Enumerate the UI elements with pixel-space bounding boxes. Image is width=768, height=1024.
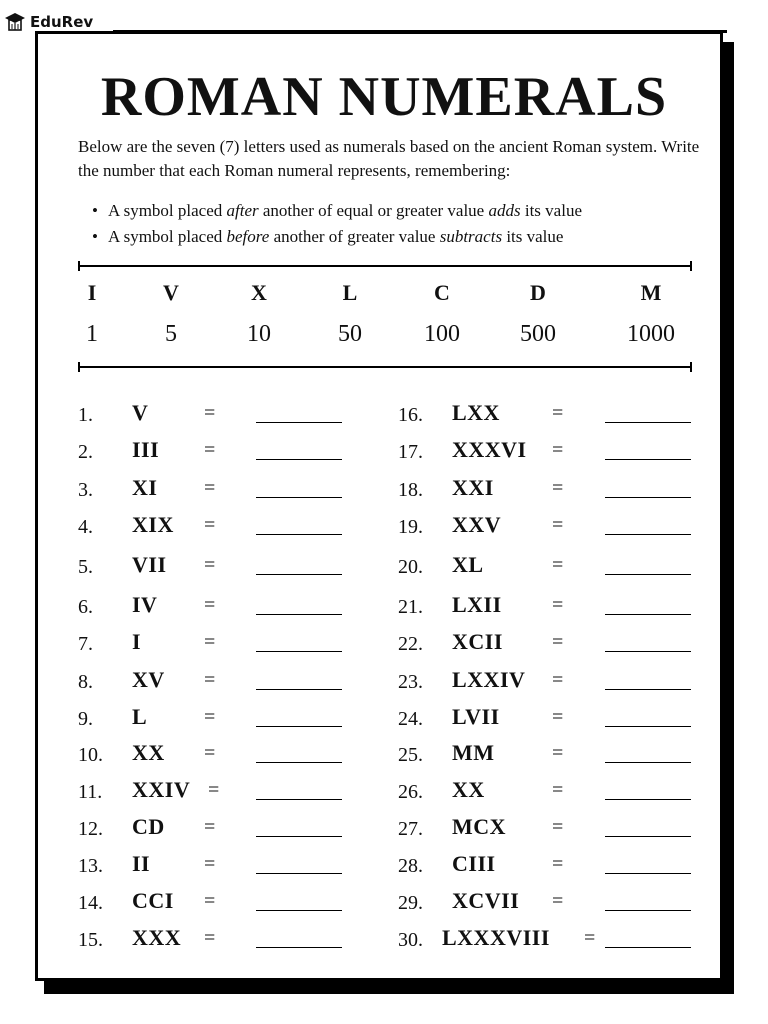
roman-numeral: VII bbox=[132, 552, 167, 577]
question-number: 1. bbox=[78, 404, 93, 426]
question-number: 12. bbox=[78, 818, 103, 840]
equals-sign: = bbox=[204, 439, 216, 461]
question-row bbox=[78, 629, 378, 657]
equals-sign: = bbox=[204, 402, 216, 424]
equals-sign: = bbox=[204, 742, 216, 764]
roman-numeral: XL bbox=[452, 552, 484, 577]
equals-sign: = bbox=[552, 514, 564, 536]
question-row bbox=[398, 740, 698, 768]
equals-sign: = bbox=[552, 742, 564, 764]
equals-sign: = bbox=[552, 554, 564, 576]
question-number: 19. bbox=[398, 516, 423, 538]
equals-sign: = bbox=[204, 477, 216, 499]
answer-blank[interactable] bbox=[256, 459, 342, 460]
question-number: 18. bbox=[398, 479, 423, 501]
question-number: 21. bbox=[398, 596, 423, 618]
answer-blank[interactable] bbox=[256, 497, 342, 498]
question-number: 24. bbox=[398, 708, 423, 730]
roman-numeral: CCI bbox=[132, 888, 174, 913]
question-number: 25. bbox=[398, 744, 423, 766]
question-row bbox=[398, 888, 698, 916]
question-row bbox=[398, 667, 698, 695]
roman-numeral: XXX bbox=[132, 925, 182, 950]
roman-numeral: L bbox=[132, 704, 148, 729]
roman-numeral: XV bbox=[132, 667, 165, 692]
brand-name: EduRev bbox=[30, 13, 94, 31]
key-value: 1000 bbox=[627, 321, 675, 347]
key-symbol: X bbox=[251, 280, 267, 305]
question-number: 13. bbox=[78, 855, 103, 877]
question-number: 26. bbox=[398, 781, 423, 803]
question-row bbox=[398, 512, 698, 540]
roman-numeral: LXII bbox=[452, 592, 502, 617]
answer-blank[interactable] bbox=[256, 651, 342, 652]
answer-blank[interactable] bbox=[256, 799, 342, 800]
equals-sign: = bbox=[552, 890, 564, 912]
question-number: 9. bbox=[78, 708, 93, 730]
question-row bbox=[78, 667, 378, 695]
key-symbol: V bbox=[163, 280, 179, 305]
answer-blank[interactable] bbox=[605, 422, 691, 423]
key-value: 5 bbox=[165, 321, 177, 347]
roman-numeral: CD bbox=[132, 814, 165, 839]
equals-sign: = bbox=[552, 706, 564, 728]
key-top-divider bbox=[78, 265, 692, 267]
answer-blank[interactable] bbox=[256, 836, 342, 837]
roman-numeral: LXXXVIII bbox=[442, 925, 550, 950]
answer-blank[interactable] bbox=[605, 873, 691, 874]
equals-sign: = bbox=[552, 779, 564, 801]
roman-numeral: XXI bbox=[452, 475, 494, 500]
question-number: 14. bbox=[78, 892, 103, 914]
question-number: 15. bbox=[78, 929, 103, 951]
question-row bbox=[398, 851, 698, 879]
rules-list bbox=[92, 198, 582, 250]
equals-sign: = bbox=[552, 853, 564, 875]
question-number: 5. bbox=[78, 556, 93, 578]
answer-blank[interactable] bbox=[605, 651, 691, 652]
answer-blank[interactable] bbox=[256, 947, 342, 948]
answer-blank[interactable] bbox=[256, 873, 342, 874]
question-row bbox=[78, 552, 378, 580]
answer-blank[interactable] bbox=[256, 422, 342, 423]
question-row bbox=[78, 851, 378, 879]
roman-numeral: MCX bbox=[452, 814, 507, 839]
answer-blank[interactable] bbox=[256, 726, 342, 727]
key-value: 10 bbox=[247, 321, 271, 347]
roman-numeral: XCVII bbox=[452, 888, 520, 913]
equals-sign: = bbox=[552, 477, 564, 499]
answer-blank[interactable] bbox=[605, 726, 691, 727]
equals-sign: = bbox=[204, 554, 216, 576]
question-row bbox=[78, 777, 378, 805]
equals-sign: = bbox=[552, 631, 564, 653]
roman-numeral: LVII bbox=[452, 704, 500, 729]
roman-numeral: XIX bbox=[132, 512, 174, 537]
page-title: ROMAN NUMERALS bbox=[100, 66, 668, 128]
equals-sign: = bbox=[204, 669, 216, 691]
answer-blank[interactable] bbox=[605, 947, 691, 948]
question-number: 29. bbox=[398, 892, 423, 914]
question-row bbox=[78, 475, 378, 503]
equals-sign: = bbox=[552, 402, 564, 424]
roman-numeral: XXIV bbox=[132, 777, 191, 802]
equals-sign: = bbox=[204, 706, 216, 728]
answer-blank[interactable] bbox=[256, 689, 342, 690]
roman-numeral: IV bbox=[132, 592, 158, 617]
roman-numeral: II bbox=[132, 851, 151, 876]
intro-text: Below are the seven (7) letters used as numerals based on the ancient Roman system. Write the number that each Roman numeral represents, remembering: bbox=[78, 137, 700, 180]
answer-blank[interactable] bbox=[605, 497, 691, 498]
question-number: 7. bbox=[78, 633, 93, 655]
question-number: 4. bbox=[78, 516, 93, 538]
question-row bbox=[78, 740, 378, 768]
graduation-cap-icon bbox=[4, 11, 26, 33]
answer-blank[interactable] bbox=[605, 574, 691, 575]
key-symbol: L bbox=[342, 280, 358, 305]
answer-blank[interactable] bbox=[605, 534, 691, 535]
question-row bbox=[78, 592, 378, 620]
roman-numeral: V bbox=[132, 400, 149, 425]
equals-sign: = bbox=[204, 890, 216, 912]
roman-numeral: I bbox=[132, 629, 142, 654]
question-row bbox=[78, 925, 378, 953]
roman-numeral: III bbox=[132, 437, 160, 462]
key-bottom-divider bbox=[78, 366, 692, 368]
question-row bbox=[398, 777, 698, 805]
key-symbol: I bbox=[87, 280, 97, 305]
question-number: 10. bbox=[78, 744, 103, 766]
question-row bbox=[78, 400, 378, 428]
question-row bbox=[78, 704, 378, 732]
equals-sign: = bbox=[552, 816, 564, 838]
answer-blank[interactable] bbox=[256, 574, 342, 575]
question-number: 20. bbox=[398, 556, 423, 578]
equals-sign: = bbox=[204, 927, 216, 949]
question-row bbox=[398, 552, 698, 580]
question-row bbox=[78, 437, 378, 465]
answer-blank[interactable] bbox=[605, 910, 691, 911]
answer-blank[interactable] bbox=[256, 910, 342, 911]
key-symbol: M bbox=[640, 280, 662, 305]
roman-numeral: XXXVI bbox=[452, 437, 527, 462]
question-number: 27. bbox=[398, 818, 423, 840]
question-row bbox=[398, 437, 698, 465]
equals-sign: = bbox=[552, 439, 564, 461]
answer-blank[interactable] bbox=[605, 614, 691, 615]
roman-numeral: XCII bbox=[452, 629, 503, 654]
rule-item: • A symbol placed after another of equal or greater value adds its value bbox=[92, 198, 582, 224]
question-row bbox=[398, 925, 698, 953]
answer-blank[interactable] bbox=[605, 762, 691, 763]
key-symbol: C bbox=[434, 280, 450, 305]
key-value: 50 bbox=[338, 321, 362, 347]
question-row bbox=[398, 475, 698, 503]
equals-sign: = bbox=[584, 927, 596, 949]
roman-numeral: XX bbox=[132, 740, 165, 765]
roman-numeral: LXXIV bbox=[452, 667, 526, 692]
roman-numeral: XX bbox=[452, 777, 485, 802]
key-value: 1 bbox=[86, 321, 98, 347]
question-number: 22. bbox=[398, 633, 423, 655]
answer-blank[interactable] bbox=[256, 614, 342, 615]
answer-blank[interactable] bbox=[256, 534, 342, 535]
equals-sign: = bbox=[552, 669, 564, 691]
key-value: 100 bbox=[424, 321, 460, 347]
equals-sign: = bbox=[204, 631, 216, 653]
answer-blank[interactable] bbox=[605, 836, 691, 837]
question-number: 16. bbox=[398, 404, 423, 426]
equals-sign: = bbox=[204, 816, 216, 838]
key-value: 500 bbox=[520, 321, 556, 347]
question-number: 17. bbox=[398, 441, 423, 463]
answer-blank[interactable] bbox=[256, 762, 342, 763]
question-number: 3. bbox=[78, 479, 93, 501]
question-number: 28. bbox=[398, 855, 423, 877]
key-symbol: D bbox=[530, 280, 546, 305]
question-row bbox=[78, 814, 378, 842]
question-number: 23. bbox=[398, 671, 423, 693]
roman-numeral: XI bbox=[132, 475, 158, 500]
question-row bbox=[78, 888, 378, 916]
question-number: 2. bbox=[78, 441, 93, 463]
answer-blank[interactable] bbox=[605, 799, 691, 800]
equals-sign: = bbox=[204, 514, 216, 536]
equals-sign: = bbox=[208, 779, 220, 801]
roman-numeral: CIII bbox=[452, 851, 496, 876]
question-number: 30. bbox=[398, 929, 423, 951]
question-row bbox=[398, 400, 698, 428]
question-row bbox=[398, 704, 698, 732]
roman-numeral: MM bbox=[452, 740, 495, 765]
roman-numeral: XXV bbox=[452, 512, 502, 537]
equals-sign: = bbox=[204, 853, 216, 875]
question-row bbox=[398, 814, 698, 842]
question-row bbox=[398, 592, 698, 620]
question-number: 11. bbox=[78, 781, 103, 803]
equals-sign: = bbox=[204, 594, 216, 616]
answer-blank[interactable] bbox=[605, 459, 691, 460]
rule-item: • A symbol placed before another of greater value subtracts its value bbox=[92, 224, 582, 250]
question-row bbox=[398, 629, 698, 657]
question-row bbox=[78, 512, 378, 540]
equals-sign: = bbox=[552, 594, 564, 616]
question-number: 8. bbox=[78, 671, 93, 693]
question-number: 6. bbox=[78, 596, 93, 618]
roman-numeral: LXX bbox=[452, 400, 500, 425]
answer-blank[interactable] bbox=[605, 689, 691, 690]
